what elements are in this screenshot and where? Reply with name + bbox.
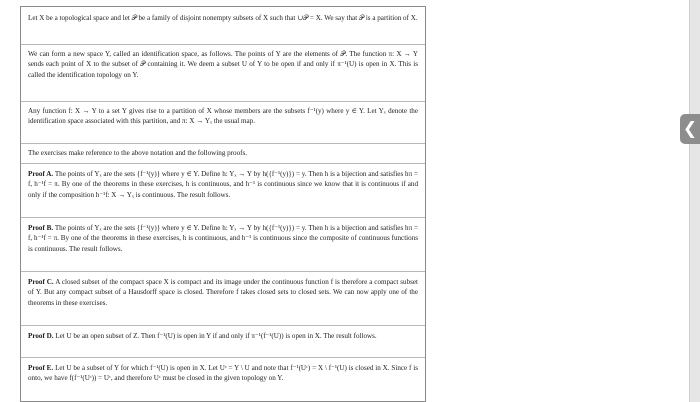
proof-d-text: Let U be an open subset of Z. Then f⁻¹(U) is open in Y if and only if π⁻¹(f⁻¹(U)) is open in X. The result follows. xyxy=(55,332,377,340)
chevron-left-icon: ❮ xyxy=(682,119,698,139)
exercises-note: The exercises make reference to the above notation and the following proofs. xyxy=(28,149,248,157)
proof-e xyxy=(28,363,418,384)
proof-d-label: Proof D. xyxy=(28,332,54,340)
divider xyxy=(21,101,425,102)
divider xyxy=(21,325,425,326)
proof-b-text: The points of Yₓ are the sets {f⁻¹(y)} where y ∈ Y. Define h: Yₓ → Y by h({f⁻¹(y)}) = y. Then h is a bijection and satisfies hπ = f, h⁻¹f = π. By one of the theorems in these exercises, h is continuous, and h⁻¹ is continuous since the composite of continuous functions is continuous. The result follows. xyxy=(28,224,418,253)
side-scroll-rail xyxy=(689,0,700,402)
proof-b-label: Proof B. xyxy=(28,224,54,232)
definition-identification-space: We can form a new space Y, called an identification space, as follows. The points of Y are the elements of 𝒫. The function π: X → Y sends each point of X to the subset of 𝒫 containing it. We deem a subset U of Y to be open if and only if π⁻¹(U) is open in X. This is called the identification topology on Y. xyxy=(28,50,418,79)
proof-e-text: Let U be a subset of Y for which f⁻¹(U) is open in X. Let Uᶜ = Y \ U and note that f⁻¹(Uᶜ) = X \ f⁻¹(U) is closed in X. Since f is onto, we have f(f⁻¹(Uᶜ)) = Uᶜ, and therefore Uᶜ must be closed in the given topology on Y. xyxy=(28,364,419,383)
document-page xyxy=(20,6,426,402)
proof-e-label: Proof E. xyxy=(28,364,54,372)
definition-partition: Let X be a topological space and let 𝒫 be a family of disjoint nonempty subsets of X such that ∪𝒫 = X. We say that 𝒫 is a partition of X. xyxy=(28,14,418,22)
proof-a-label: Proof A. xyxy=(28,170,54,178)
proof-d xyxy=(28,331,418,341)
divider xyxy=(21,163,425,164)
divider xyxy=(21,217,425,218)
proof-c-label: Proof C. xyxy=(28,278,54,286)
proof-c-text: A closed subset of the compact space X is compact and its image under the continuous function f is therefore a compact subset of Y. But any compact subset of a Hausdorff space is closed. Therefore f takes closed sets to closed sets. We can now apply one of the theorems in these exercises. xyxy=(28,278,418,307)
divider xyxy=(21,143,425,144)
collapse-panel-button[interactable] xyxy=(680,114,700,144)
proof-a xyxy=(28,169,418,200)
function-partition-paragraph: Any function f: X → Y to a set Y gives rise to a partition of X whose members are the subsets f⁻¹(y) where y ∈ Y. Let Yₓ denote the identification space associated with this partition, and π: X → Yₓ the usual map. xyxy=(28,107,418,126)
divider xyxy=(21,357,425,358)
proof-a-text: The points of Yₓ are the sets {f⁻¹(y)} where y ∈ Y. Define h: Yₓ → Y by h({f⁻¹(y)}) = y. Then h is a bijection and satisfies hπ = f, h⁻¹f = π. By one of the theorems in these exercises, h is continuous, and h⁻¹ is continuous since we know that it is continuous if and only if the composition h⁻¹f: X → Yₓ is continuous. The result follows. xyxy=(28,170,418,199)
proof-c xyxy=(28,277,418,308)
divider xyxy=(21,271,425,272)
proof-b xyxy=(28,223,418,254)
divider xyxy=(21,44,425,45)
